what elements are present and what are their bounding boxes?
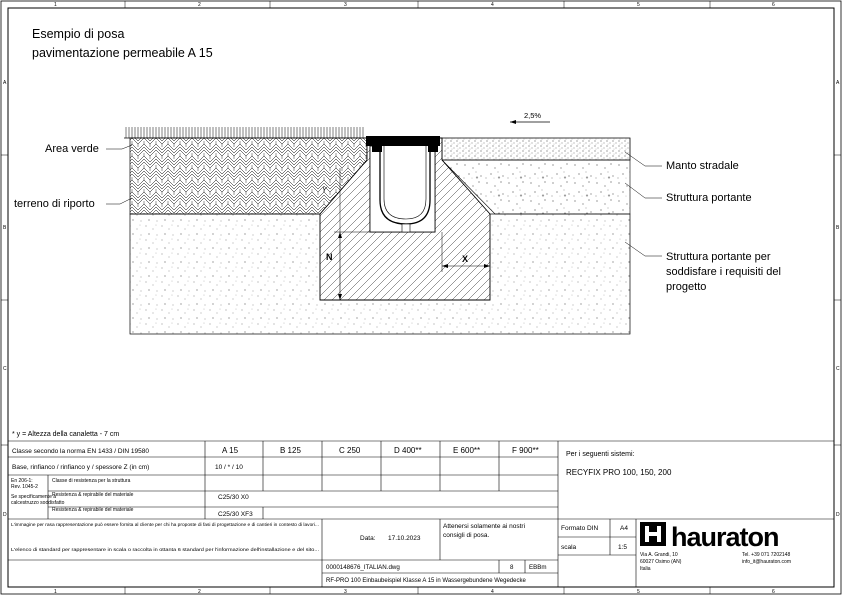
title-line-2: pavimentazione permeabile A 15 xyxy=(32,46,213,60)
dim-n-label: N xyxy=(326,252,333,262)
row-letter-left: B xyxy=(3,225,7,231)
footnote: * y = Altezza della canaletta - 7 cm xyxy=(12,431,120,438)
address-line-2: 60027 Osimo (AN) xyxy=(640,559,682,565)
col-number-bottom: 2 xyxy=(198,589,201,595)
class-e600: E 600** xyxy=(453,446,481,455)
row-resist-1-value: C25/30 X0 xyxy=(218,494,249,501)
contact-tel: Tel. +39 071 7202148 xyxy=(742,552,791,558)
drawing-number: 0000148676_ITALIAN.dwg xyxy=(326,564,400,571)
left-note-4: calcestruzzo soddisfatto xyxy=(11,500,65,506)
row-letter-right: B xyxy=(836,225,840,231)
logo-text: hauraton xyxy=(671,522,779,552)
col-number-bottom: 3 xyxy=(344,589,347,595)
col-number-bottom: 5 xyxy=(637,589,640,595)
address-line-3: Italia xyxy=(640,566,651,572)
label-struttura-progetto-2: soddisfare i requisiti del xyxy=(666,266,781,278)
row-resist-2-value: C25/30 XF3 xyxy=(218,511,253,518)
row-letter-left: C xyxy=(3,366,7,372)
cross-section xyxy=(124,111,630,334)
road-surface-layer xyxy=(442,138,630,160)
title-line-1: Esempio di posa xyxy=(32,27,125,41)
row-letter-left: A xyxy=(3,80,7,86)
col-number-top: 3 xyxy=(344,2,347,8)
address-line-1: Via A. Grandi, 10 xyxy=(640,552,678,558)
class-d400: D 400** xyxy=(394,446,422,455)
hauraton-logo xyxy=(640,522,779,552)
row-letter-right: D xyxy=(836,512,840,518)
grating-cover xyxy=(366,136,440,146)
row-letter-left: D xyxy=(3,512,7,518)
col-number-top: 4 xyxy=(491,2,494,8)
date-value: 17.10.2023 xyxy=(388,535,421,542)
label-struttura-progetto-3: progetto xyxy=(666,281,707,293)
note-line-2: consigli di posa. xyxy=(443,532,490,539)
row-resist-2-label: Resistenza & repirabile del materiale xyxy=(52,507,134,513)
format-value: A4 xyxy=(620,525,628,532)
row-base-value: 10 / * / 10 xyxy=(215,464,243,471)
row-base-label: Base, rinfianco / rinfianco y / spessore Z (in cm) xyxy=(12,464,150,471)
class-label: Classe secondo la norma EN 1433 / DIN 19580 xyxy=(12,448,149,455)
disclaimer-1: L'immagine per rasa rappresentazione può essere fornita al cliente per chi ha proposte di fasi di progettazione e di cantieri in contesto di lavori... xyxy=(11,522,319,527)
author: EBBm xyxy=(529,564,547,571)
label-terreno: terreno di riporto xyxy=(14,198,95,210)
systems-label: Per i seguenti sistemi: xyxy=(566,451,635,458)
label-manto-stradale: Manto stradale xyxy=(666,160,739,172)
left-note-1: En 206-1: xyxy=(11,478,33,484)
scale-value: 1:5 xyxy=(618,544,628,551)
contact-email: info_it@hauraton.com xyxy=(742,559,791,565)
drawing-description: RF-PRO 100 Einbaubeispiel Klasse A 15 in Wassergebundene Wegedecke xyxy=(326,578,526,584)
row-letter-right: C xyxy=(836,366,840,372)
date-label: Data: xyxy=(360,535,376,542)
class-f900: F 900** xyxy=(512,446,539,455)
col-number-top: 2 xyxy=(198,2,201,8)
slope-label: 2,5% xyxy=(524,111,542,120)
format-label: Formato DIN xyxy=(561,525,599,532)
scale-label: scala xyxy=(561,544,577,551)
col-number-bottom: 1 xyxy=(54,589,57,595)
col-number-bottom: 6 xyxy=(772,589,775,595)
class-a15: A 15 xyxy=(222,446,239,455)
label-area-verde: Area verde xyxy=(45,143,99,155)
row-resist-1-label: Resistenza & repirabile del materiale xyxy=(52,492,134,498)
class-c250: C 250 xyxy=(339,446,361,455)
index-value: 8 xyxy=(510,564,514,571)
left-note-3: Se specificamente a xyxy=(11,494,57,500)
row-class-label: Classe di resistenza per la struttura xyxy=(52,478,131,484)
title-block xyxy=(8,441,834,587)
left-note-2: Rev. 1045-2 xyxy=(11,484,38,490)
dim-x-label: X xyxy=(462,254,469,264)
col-number-top: 1 xyxy=(54,2,57,8)
class-b125: B 125 xyxy=(280,446,301,455)
systems-value: RECYFIX PRO 100, 150, 200 xyxy=(566,468,672,477)
col-number-bottom: 4 xyxy=(491,589,494,595)
note-line-1: Attenersi solamente ai nostri xyxy=(443,523,526,530)
label-struttura-portante: Struttura portante xyxy=(666,192,752,204)
dim-y-label: Y xyxy=(322,187,327,194)
col-number-top: 6 xyxy=(772,2,775,8)
row-letter-right: A xyxy=(836,80,840,86)
disclaimer-2: L'elenco di standard per rappresentare in scala o raccolta in ottanta 6 standard per l'informazione dell'installazione e del sito... xyxy=(11,547,319,552)
label-struttura-progetto-1: Struttura portante per xyxy=(666,251,771,263)
col-number-top: 5 xyxy=(637,2,640,8)
